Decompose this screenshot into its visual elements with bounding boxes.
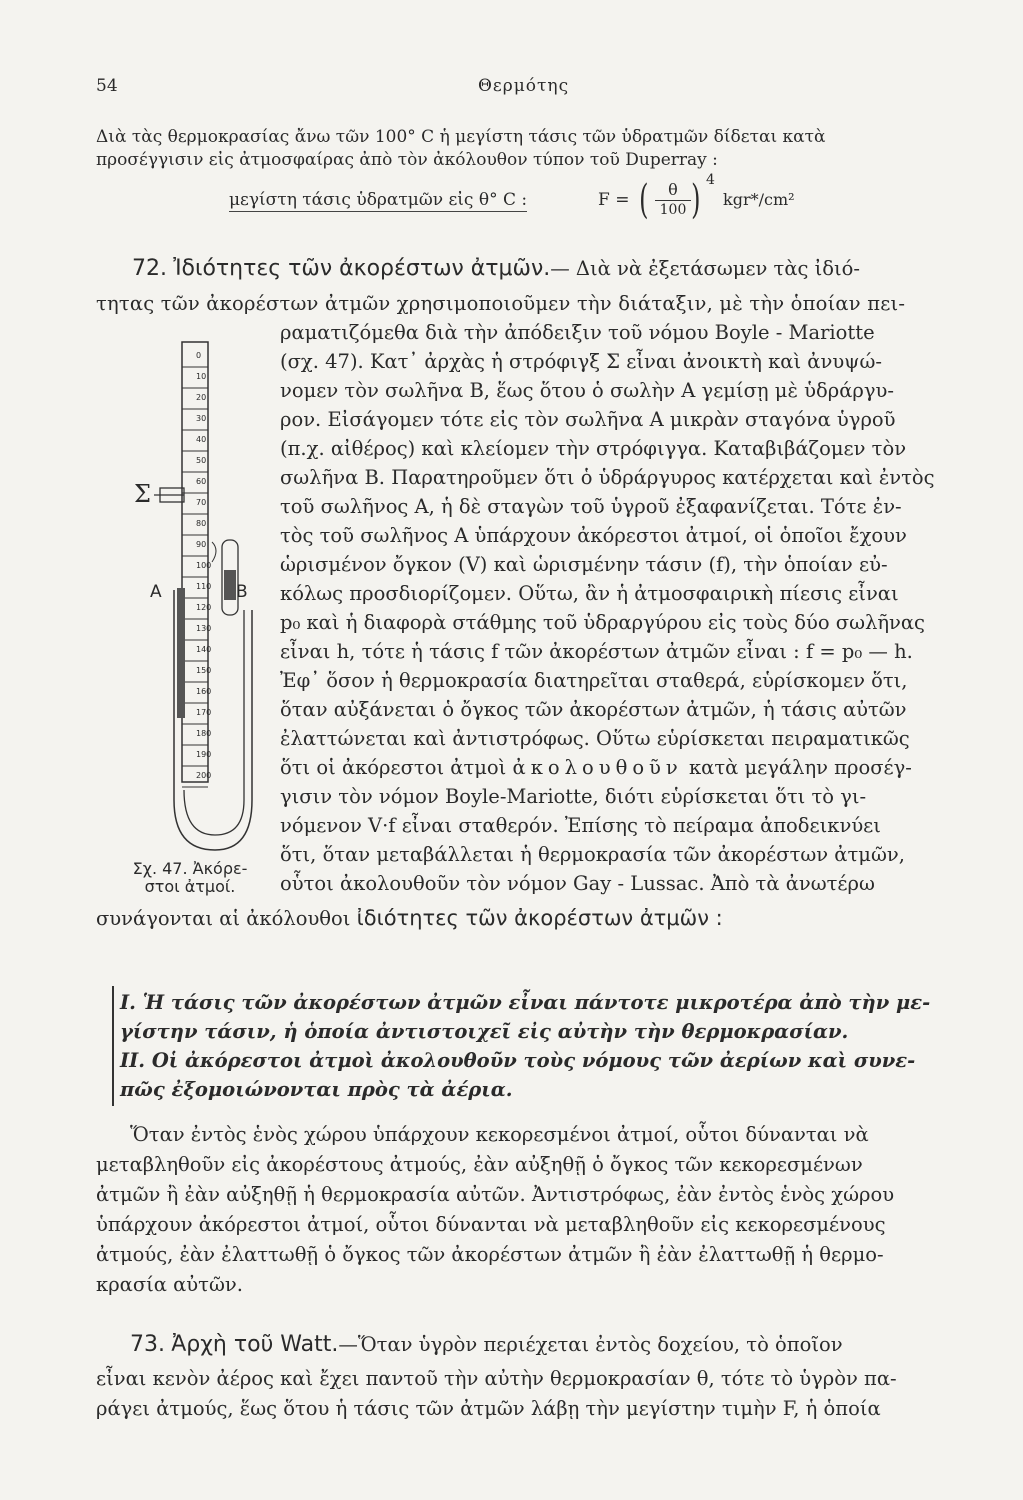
section-72-line-23: συνάγονται αἱ ἀκόλουθοι xyxy=(96,907,351,930)
scale-label: 30 xyxy=(196,414,207,423)
scale-label: 100 xyxy=(196,561,212,570)
figure-47 xyxy=(134,330,270,890)
section-72-line-19: γισιν τὸν νόμον Boyle-Mariotte, διότι εὑρίσκεται ὅτι τὸ γι- xyxy=(280,785,867,808)
formula-denominator: 100 xyxy=(659,202,687,218)
section-72-line-21: ὅτι, ὅταν μεταβάλλεται ἡ θερμοκρασία τῶν ἀκορέστων ἀτμῶν, xyxy=(280,843,905,866)
law-1-line-1: I. Ἡ τάσις τῶν ἀκορέστων ἀτμῶν εἶναι πάντοτε μικροτέρα ἀπὸ τὴν με- xyxy=(120,991,931,1014)
formula-unit: kgr*/cm² xyxy=(723,190,795,209)
para2-line-0: Ὅταν ἐντὸς ἑνὸς χώρου ὑπάρχουν κεκορεσμένοι ἀτμοί, οὗτοι δύνανται νὰ xyxy=(130,1123,869,1146)
scale-label: 190 xyxy=(196,750,212,759)
laws-rule xyxy=(112,986,114,1106)
section-72-line-5: ρον. Εἰσάγομεν τότε εἰς τὸν σωλῆνα Α μικρὰν σταγόνα ὑγροῦ xyxy=(280,408,896,431)
section-72-title: Ἰδιότητες τῶν ἀκορέστων ἀτμῶν. xyxy=(173,256,551,281)
scale-label: 70 xyxy=(196,498,207,507)
label-a: Α xyxy=(150,582,162,602)
section-72-line-0: — Διὰ νὰ ἐξετάσωμεν τὰς ἰδιό- xyxy=(550,257,860,280)
law-2-line-1: II. Οἱ ἀκόρεστοι ἀτμοὶ ἀκολουθοῦν τοὺς νόμους τῶν ἀερίων καὶ συνε- xyxy=(120,1049,916,1072)
scale-label: 60 xyxy=(196,477,207,486)
figure-caption-line-1: Σχ. 47. Ἀκόρε- xyxy=(132,859,248,878)
scale-label: 50 xyxy=(196,456,207,465)
section-72-line-17: ὅτι οἱ ἀκόρεστοι ἀτμοὶ xyxy=(280,756,507,779)
figure-caption-line-2: στοι ἀτμοί. xyxy=(144,877,236,896)
formula-paren-open: ( xyxy=(639,177,649,223)
para2-line-1: μεταβληθοῦν εἰς ἀκορέστους ἀτμούς, ἐὰν αὐξηθῇ ὁ ὄγκος τῶν κεκορεσμένων xyxy=(96,1153,863,1176)
section-73-title: Ἀρχὴ τοῦ Watt. xyxy=(171,1332,339,1357)
section-72-number: 72. xyxy=(132,256,167,281)
section-72-emph-word: ἀκολουθοῦν xyxy=(512,756,683,779)
para2-line-5: κρασία αὐτῶν. xyxy=(96,1273,243,1296)
scale-label: 120 xyxy=(196,603,212,612)
section-72-line-3: (σχ. 47). Κατ᾽ ἀρχὰς ἡ στρόφιγξ Σ εἶναι ἀνοικτὴ καὶ ἀνυψώ- xyxy=(280,350,882,373)
section-72-line-18: κατὰ μεγάλην προσέγ- xyxy=(688,756,912,779)
section-72-line-11: κόλως προσδιορίζομεν. Οὕτω, ἂν ἡ ἀτμοσφαιρικὴ πίεσις εἶναι xyxy=(280,582,899,605)
section-72-line-12: p₀ καὶ ἡ διαφορὰ στάθμης τοῦ ὑδραργύρου εἰς τοὺς δύο σωλῆνας xyxy=(280,611,925,634)
formula-numerator: θ xyxy=(668,180,678,199)
para2-line-4: ἀτμούς, ἐὰν ἐλαττωθῇ ὁ ὄγκος τῶν ἀκορέστων ἀτμῶν ἢ ἐὰν ἐλαττωθῇ ἡ θερμο- xyxy=(96,1243,884,1266)
formula-exponent: 4 xyxy=(706,172,715,188)
section-72-line-14: Ἐφ᾽ ὅσον ἡ θερμοκρασία διατηρεῖται σταθερά, εὑρίσκομεν ὅτι, xyxy=(280,669,908,692)
section-72-line-1: τητας τῶν ἀκορέστων ἀτμῶν χρησιμοποιοῦμεν τὴν διάταξιν, μὲ τὴν ὁποίαν πει- xyxy=(96,292,906,315)
law-1-line-2: γίστην τάσιν, ἡ ὁποία ἀντιστοιχεῖ εἰς αὐτὴν τὴν θερμοκρασίαν. xyxy=(120,1020,849,1043)
section-72-line-15: ὅταν αὐξάνεται ὁ ὄγκος τῶν ἀκορέστων ἀτμῶν, ἡ τάσις αὐτῶν xyxy=(280,698,907,721)
para2-line-3: ὑπάρχουν ἀκόρεστοι ἀτμοί, οὗτοι δύνανται νὰ μεταβληθοῦν εἰς κεκορεσμένους xyxy=(96,1213,886,1236)
section-72-line-22: οὗτοι ἀκολουθοῦν τὸν νόμον Gay - Lussac. Ἀπὸ τὰ ἀνωτέρω xyxy=(280,872,875,895)
section-72-line-20: νόμενον V·f εἶναι σταθερόν. Ἐπίσης τὸ πείραμα ἀποδεικνύει xyxy=(280,814,881,837)
intro-line-2: προσέγγισιν εἰς ἀτμοσφαίρας ἀπὸ τὸν ἀκόλουθον τύπον τοῦ Duperray : xyxy=(96,150,718,170)
section-72-line-7: σωλῆνα Β. Παρατηροῦμεν ὅτι ὁ ὑδράργυρος κατέρχεται καὶ ἐντὸς xyxy=(280,466,935,489)
section-73-line-0: —Ὅταν ὑγρὸν περιέχεται ἐντὸς δοχείου, τὸ ὁποῖον xyxy=(338,1333,843,1356)
law-2-line-2: πῶς ἐξομοιώνονται πρὸς τὰ ἀέρια. xyxy=(120,1078,513,1101)
section-72-line-9: τὸς τοῦ σωλῆνος Α ὑπάρχουν ἀκόρεστοι ἀτμοί, οἱ ὁποῖοι ἔχουν xyxy=(280,524,907,547)
scale-label: 80 xyxy=(196,519,207,528)
formula-paren-close: ) xyxy=(691,177,701,223)
section-72-line-13: εἶναι h, τότε ἡ τάσις f τῶν ἀκορέστων ἀτμῶν εἶναι : f = p₀ — h. xyxy=(280,640,913,663)
section-72-line-4: νομεν τὸν σωλῆνα Β, ἕως ὅτου ὁ σωλὴν Α γεμίσῃ μὲ ὑδράργυ- xyxy=(280,379,894,402)
para2-line-2: ἀτμῶν ἢ ἐὰν αὐξηθῇ ἡ θερμοκρασία αὐτῶν. Ἀντιστρόφως, ἐὰν ἐντὸς ἑνὸς χώρου xyxy=(96,1183,895,1206)
section-72-line-2: ραματιζόμεθα διὰ τὴν ἀπόδειξιν τοῦ νόμου Boyle - Mariotte xyxy=(280,321,875,344)
scale-label: 20 xyxy=(196,393,207,402)
scale-label: 130 xyxy=(196,624,212,633)
scale-label: 40 xyxy=(196,435,207,444)
section-73-number: 73. xyxy=(130,1332,165,1357)
section-73-line-1: εἶναι κενὸν ἀέρος καὶ ἔχει παντοῦ τὴν αὐτὴν θερμοκρασίαν θ, τότε τὸ ὑγρὸν πα- xyxy=(96,1367,897,1390)
intro-line-1: Διὰ τὰς θερμοκρασίας ἄνω τῶν 100° C ἡ μεγίστη τάσις τῶν ὑδρατμῶν δίδεται κατὰ xyxy=(96,127,826,147)
section-73-line-2: ράγει ἀτμούς, ἕως ὅτου ἡ τάσις τῶν ἀτμῶν λάβῃ τὴν μεγίστην τιμὴν F, ἡ ὁποία xyxy=(96,1397,881,1420)
label-b: Β xyxy=(236,582,248,602)
section-72-line-10: ὡρισμένον ὄγκον (V) καὶ ὡρισμένην τάσιν (f), τὴν ὁποίαν εὐ- xyxy=(280,553,888,576)
formula-fraction-bar xyxy=(655,200,691,201)
formula-label: μεγίστη τάσις ὑδρατμῶν εἰς θ° C : xyxy=(229,190,528,210)
scale-label: 0 xyxy=(196,351,202,360)
formula-lhs: F = xyxy=(598,190,630,210)
scale-label: 170 xyxy=(196,708,212,717)
scale-label: 90 xyxy=(196,540,207,549)
scale-label: 180 xyxy=(196,729,212,738)
scale-label: 10 xyxy=(196,372,207,381)
section-72-line-16: ἐλαττώνεται καὶ ἀντιστρόφως. Οὕτω εὑρίσκεται πειραματικῶς xyxy=(280,727,910,750)
duperray-formula xyxy=(598,172,858,228)
label-sigma: Σ xyxy=(134,480,151,508)
scale-label: 200 xyxy=(196,771,212,780)
scale-label: 150 xyxy=(196,666,212,675)
running-title: Θερμότης xyxy=(478,76,570,96)
figure-47-caption xyxy=(110,860,270,896)
section-72-line-8: τοῦ σωλῆνος Α, ἡ δὲ σταγὼν τοῦ ὑγροῦ ἐξαφανίζεται. Τότε ἐν- xyxy=(280,495,902,518)
section-72-line-6: (π.χ. αἰθέρος) καὶ κλείομεν τὴν στρόφιγγα. Καταβιβάζομεν τὸν xyxy=(280,437,907,460)
scale-label: 110 xyxy=(196,582,212,591)
page-number: 54 xyxy=(96,76,118,96)
scale-label: 140 xyxy=(196,645,212,654)
scale-label: 160 xyxy=(196,687,212,696)
summary-heading: ἰδιότητες τῶν ἀκορέστων ἀτμῶν : xyxy=(356,906,723,930)
